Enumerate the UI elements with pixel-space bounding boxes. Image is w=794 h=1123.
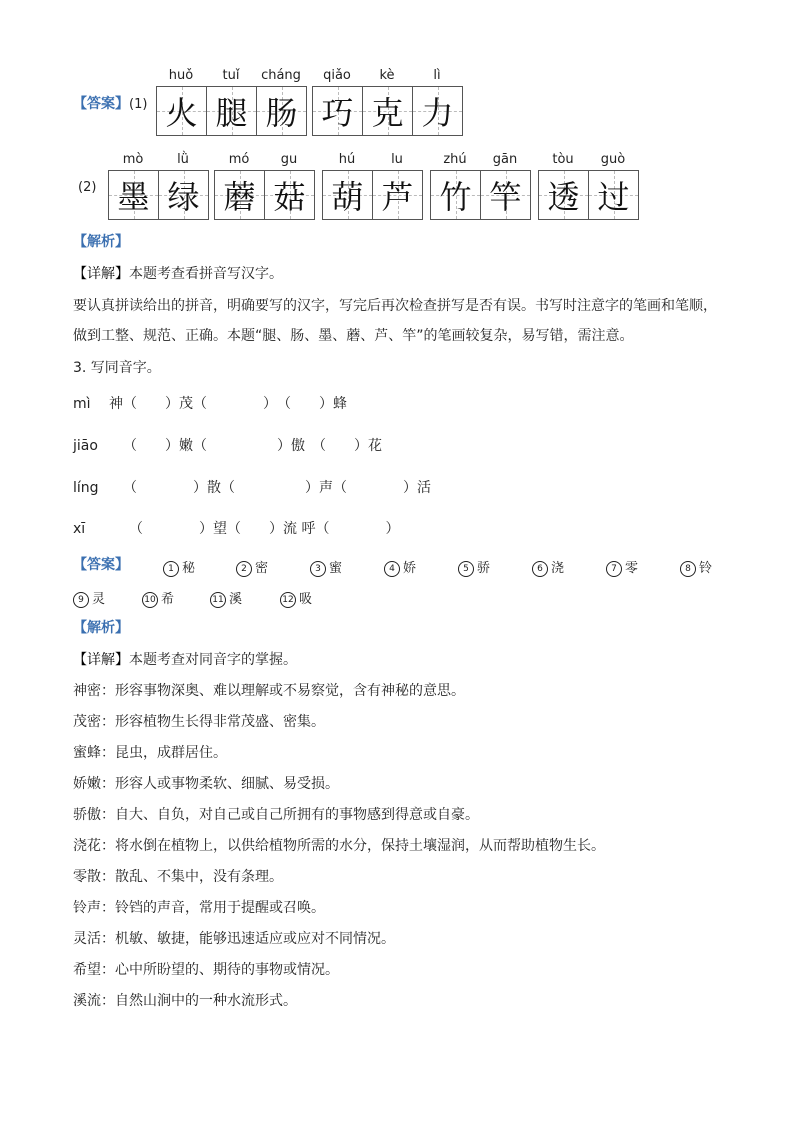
explanation-line: 铃声：铃铛的声音，常用于提醒或召唤。 (73, 900, 325, 916)
char-cell: 巧 (313, 87, 363, 135)
row2-label: (2) (78, 180, 97, 195)
explanation-line: 灵活：机敏、敏捷，能够迅速适应或应对不同情况。 (73, 931, 395, 947)
answer-item: 4 娇 (384, 557, 416, 577)
row-pinyin: jiāo (73, 438, 98, 454)
answer-item: 12 吸 (280, 588, 312, 608)
analysis-tag: 【解析】 (73, 620, 129, 636)
word-box-1 (156, 86, 307, 136)
pinyin-label: tòu (552, 152, 574, 167)
word-box-2 (312, 86, 463, 136)
answer-item: 5 骄 (458, 557, 490, 577)
word-box-7 (538, 170, 639, 220)
answer-item: 7 零 (606, 557, 638, 577)
question-row (73, 436, 382, 456)
char-cell: 腿 (207, 87, 257, 135)
answer-item: 8 铃 (680, 557, 712, 577)
word-box-6 (430, 170, 531, 220)
pinyin-label: huǒ (168, 68, 194, 83)
pinyin-label: hú (338, 152, 356, 167)
question-title: 3. 写同音字。 (73, 360, 161, 376)
row-pinyin: líng (73, 480, 99, 496)
row-text: 神（ ）茂（ ） （ ）蜂 (109, 396, 347, 412)
char-cell: 蘑 (215, 171, 265, 219)
detail-line (73, 264, 283, 284)
detail-text: 本题考查对同音字的掌握。 (129, 652, 297, 668)
pinyin-label: lì (433, 68, 441, 83)
row-text: （ ）嫩（ ）傲 （ ）花 (123, 438, 382, 454)
explanation-line: 零散：散乱、不集中，没有条理。 (73, 869, 283, 885)
row-text: （ ）散（ ）声（ ）活 (123, 480, 431, 496)
row-pinyin: xī (73, 521, 86, 537)
pinyin-label: tuǐ (222, 68, 240, 83)
pinyin-label: kè (379, 68, 395, 83)
explanation-line: 骄傲：自大、自负，对自己或自己所拥有的事物感到得意或自豪。 (73, 807, 479, 823)
explanation-line: 溪流：自然山涧中的一种水流形式。 (73, 993, 297, 1009)
analysis-tag: 【解析】 (73, 234, 129, 250)
detail-tag: 【详解】 (73, 652, 129, 668)
question-row (73, 394, 347, 414)
pinyin-label: gān (492, 152, 518, 167)
pinyin-label: gu (280, 152, 298, 167)
pinyin-label: guò (600, 152, 626, 167)
answer-tag (73, 93, 147, 113)
char-cell: 过 (589, 171, 638, 219)
explanation-line: 娇嫩：形容人或事物柔软、细腻、易受损。 (73, 776, 339, 792)
char-cell: 墨 (109, 171, 159, 219)
detail-tag: 【详解】 (73, 266, 129, 282)
pinyin-label: lǜ (177, 152, 189, 167)
char-cell: 透 (539, 171, 589, 219)
word-box-4 (214, 170, 315, 220)
word-box-3 (108, 170, 209, 220)
answer-item: 1 秘 (163, 557, 195, 577)
char-cell: 竹 (431, 171, 481, 219)
answer-item: 9 灵 (73, 588, 105, 608)
char-cell: 克 (363, 87, 413, 135)
char-cell: 力 (413, 87, 462, 135)
detail-text: 本题考查看拼音写汉字。 (129, 266, 283, 282)
explanation-line: 神密：形容事物深奥、难以理解或不易察觉，含有神秘的意思。 (73, 683, 465, 699)
question-row (73, 478, 431, 498)
row-text: （ ）望（ ）流 呼（ ） (129, 521, 400, 537)
paragraph: 做到工整、规范、正确。本题“腿、肠、墨、蘑、芦、竿”的笔画较复杂，易写错，需注意。 (73, 328, 634, 344)
char-cell: 菇 (265, 171, 314, 219)
question-row (73, 519, 399, 539)
char-cell: 肠 (257, 87, 306, 135)
row-pinyin: mì (73, 396, 91, 412)
char-cell: 葫 (323, 171, 373, 219)
answer-tag: 【答案】 (73, 557, 129, 573)
answer-item: 2 密 (236, 557, 268, 577)
explanation-line: 茂密：形容植物生长得非常茂盛、密集。 (73, 714, 325, 730)
answer-tag-text: 【答案】 (73, 96, 129, 112)
pinyin-label: qiǎo (323, 68, 351, 83)
explanation-line: 希望：心中所盼望的、期待的事物或情况。 (73, 962, 339, 978)
answer-item: 3 蜜 (310, 557, 342, 577)
pinyin-label: lu (391, 152, 403, 167)
answer-item: 11 溪 (210, 588, 242, 608)
paragraph: 要认真拼读给出的拼音，明确要写的汉字，写完后再次检查拼写是否有误。书写时注意字的笔画和笔顺， (73, 298, 717, 314)
explanation-line: 浇花：将水倒在植物上，以供给植物所需的水分，保持土壤湿润，从而帮助植物生长。 (73, 838, 605, 854)
char-cell: 芦 (373, 171, 422, 219)
pinyin-label: mó (228, 152, 250, 167)
pinyin-label: cháng (261, 68, 301, 83)
pinyin-label: mò (122, 152, 144, 167)
char-cell: 火 (157, 87, 207, 135)
detail-line (73, 650, 297, 670)
answer-item: 10 希 (142, 588, 174, 608)
row1-label: (1) (129, 97, 148, 112)
word-box-5 (322, 170, 423, 220)
answer-item: 6 浇 (532, 557, 564, 577)
pinyin-label: zhú (443, 152, 467, 167)
explanation-line: 蜜蜂：昆虫，成群居住。 (73, 745, 227, 761)
char-cell: 竿 (481, 171, 530, 219)
char-cell: 绿 (159, 171, 208, 219)
